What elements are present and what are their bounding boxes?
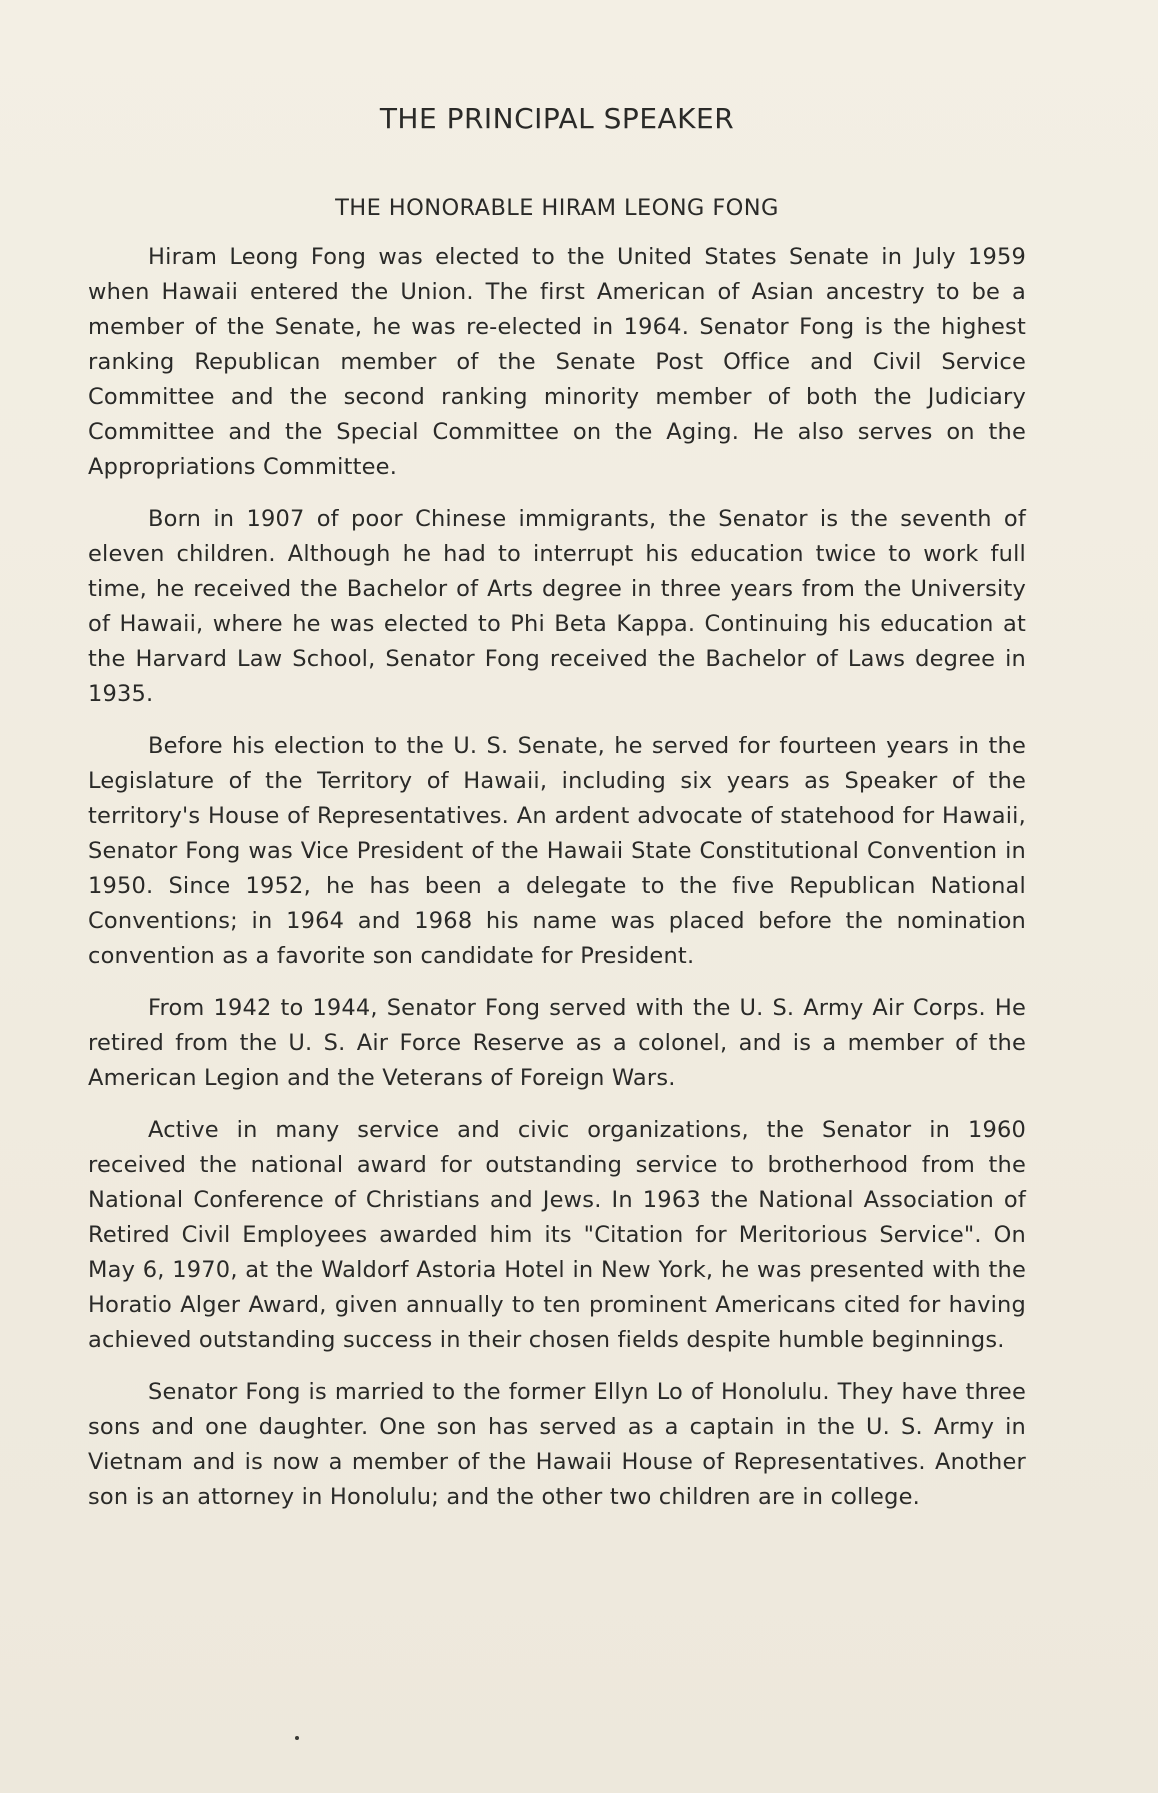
page-title: THE PRINCIPAL SPEAKER xyxy=(379,102,735,135)
paragraph-military-service: From 1942 to 1944, Senator Fong served with the U. S. Army Air Corps. He retired from the U. S. Air Force Reserve as a colonel, and is a member of the American Legion and the Veterans of Foreign Wars. xyxy=(88,995,1026,1091)
paragraph-early-life: Born in 1907 of poor Chinese immigrants, the Senator is the seventh of eleven children. Although he had to interrupt his education twice to work full time, he received the Bachelor of Arts degree in three years from the University of Hawaii, where he was elected to Phi Beta Kappa. Continuing his education at the Harvard Law School, Senator Fong received the Bachelor of Laws degree in 1935. xyxy=(88,506,1026,707)
biography-body xyxy=(88,240,1026,1532)
paragraph-territorial-service: Before his election to the U. S. Senate, he served for fourteen years in the Legislature of the Territory of Hawaii, including six years as Speaker of the territory's House of Representatives. An ardent advocate of statehood for Hawaii, Senator Fong was Vice President of the Hawaii State Constitutional Convention in 1950. Since 1952, he has been a delegate to the five Republican National Conventions; in 1964 and 1968 his name was placed before the nomination convention as a favorite son candidate for President. xyxy=(88,733,1026,969)
paragraph-awards: Active in many service and civic organizations, the Senator in 1960 received the national award for outstanding service to brotherhood from the National Conference of Christians and Jews. In 1963 the National Association of Retired Civil Employees awarded him its "Citation for Meritorious Service". On May 6, 1970, at the Waldorf Astoria Hotel in New York, he was presented with the Horatio Alger Award, given annually to ten prominent Americans cited for having achieved outstanding success in their chosen fields despite humble beginnings. xyxy=(88,1117,1026,1353)
paragraph-senate-career: Hiram Leong Fong was elected to the United States Senate in July 1959 when Hawaii entered the Union. The first American of Asian ancestry to be a member of the Senate, he was re-elected in 1964. Senator Fong is the highest ranking Republican member of the Senate Post Office and Civil Service Committee and the second ranking minority member of both the Judiciary Committee and the Special Committee on the Aging. He also serves on the Appropriations Committee. xyxy=(88,244,1026,480)
speaker-name-heading: THE HONORABLE HIRAM LEONG FONG xyxy=(335,195,779,221)
paragraph-family: Senator Fong is married to the former Ellyn Lo of Honolulu. They have three sons and one daughter. One son has served as a captain in the U. S. Army in Vietnam and is now a member of the Hawaii House of Representatives. Another son is an attorney in Honolulu; and the other two children are in college. xyxy=(88,1379,1026,1510)
page-mark xyxy=(295,1736,299,1740)
